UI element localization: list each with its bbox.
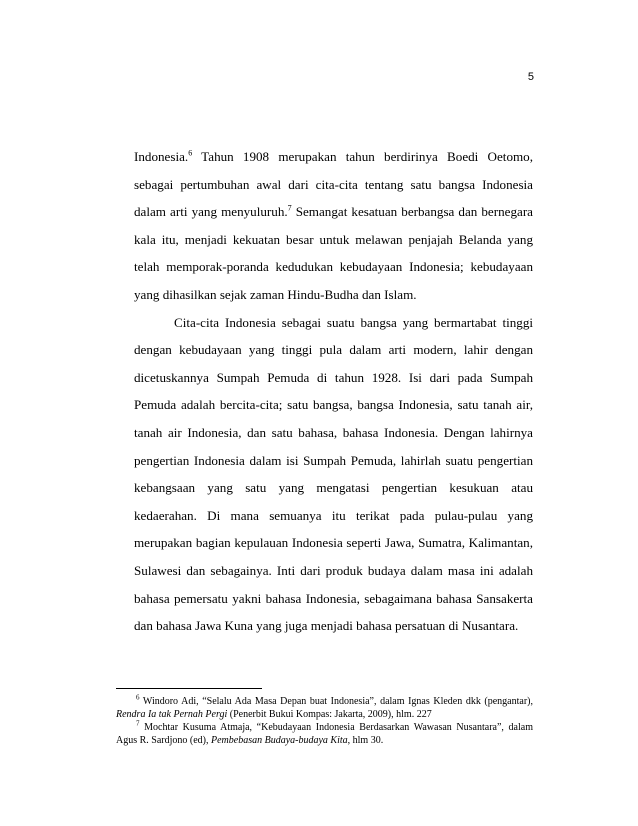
footnote-ref-7[interactable]: 7 (287, 203, 292, 213)
footnote-number: 7 (136, 719, 140, 728)
footnote-book-title: Pembebasan Budaya-budaya Kita (211, 735, 348, 746)
page-number: 5 (527, 71, 534, 83)
paragraph-1-middle: Tahun 1908 merupakan tahun berdirinya Boedi Oetomo, sebagai pertumbuhan awal dari cita-cita tentang satu bangsa Indonesia dalam arti yang menyuluruh. (134, 149, 533, 220)
footnote-text: (Penerbit Bukui Kompas: Jakarta, 2009), hlm. 227 (227, 709, 432, 720)
footnote-7 (116, 721, 533, 747)
footnotes (116, 695, 533, 747)
paragraph-2: Cita-cita Indonesia sebagai suatu bangsa yang bermartabat tinggi dengan kebudayaan yang tinggi pula dalam arti modern, lahir dengan dicetuskannya Sumpah Pemuda di tahun 1928. Isi dari pada Sumpah Pemuda adalah bercita-cita; satu bangsa, bangsa Indonesia, satu tanah air, tanah air Indonesia, dan satu bahasa, bahasa Indonesia. Dengan lahirnya pengertian Indonesia dalam isi Sumpah Pemuda, lahirlah suatu pengertian kebangsaan yang satu yang mengatasi pengertian kesukuan atau kedaerahan. Di mana semuanya itu terikat pada pulau-pulau yang merupakan bagian kepulauan Indonesia seperti Jawa, Sumatra, Kalimantan, Sulawesi dan sebagainya. Inti dari produk budaya dalam masa ini adalah bahasa pemersatu yakni bahasa Indonesia, sebagaimana bahasa Sansakerta dan bahasa Jawa Kuna yang juga menjadi bahasa persatuan di Nusantara. (134, 314, 533, 634)
body-text (134, 143, 533, 640)
footnote-text: Windoro Adi, “Selalu Ada Masa Depan buat Indonesia”, dalam Ignas Kleden dkk (pengantar), (139, 696, 533, 707)
paragraph-1 (134, 143, 533, 309)
paragraph-1-start: Indonesia. (134, 149, 189, 164)
footnote-text: , hlm 30. (347, 735, 384, 746)
footnote-book-title: Rendra Ia tak Pernah Pergi (116, 709, 228, 720)
footnote-separator (116, 688, 262, 689)
footnote-text: Mochtar Kusuma Atmaja, “Kebudayaan Indonesia Berdasarkan Wawasan Nusantara”, dalam Agus R. Sardjono (ed), (116, 722, 533, 746)
footnote-number: 6 (136, 693, 140, 702)
footnote-ref-6[interactable]: 6 (188, 148, 193, 158)
paragraph-1-end: Semangat kesatuan berbangsa dan bernegara kala itu, menjadi kekuatan besar untuk melawan penjajah Belanda yang telah memporak-poranda kedudukan kebudayaan Indonesia; kebudayaan yang dihasilkan sejak zaman Hindu-Budha dan Islam. (134, 204, 533, 302)
footnote-6 (116, 695, 533, 721)
